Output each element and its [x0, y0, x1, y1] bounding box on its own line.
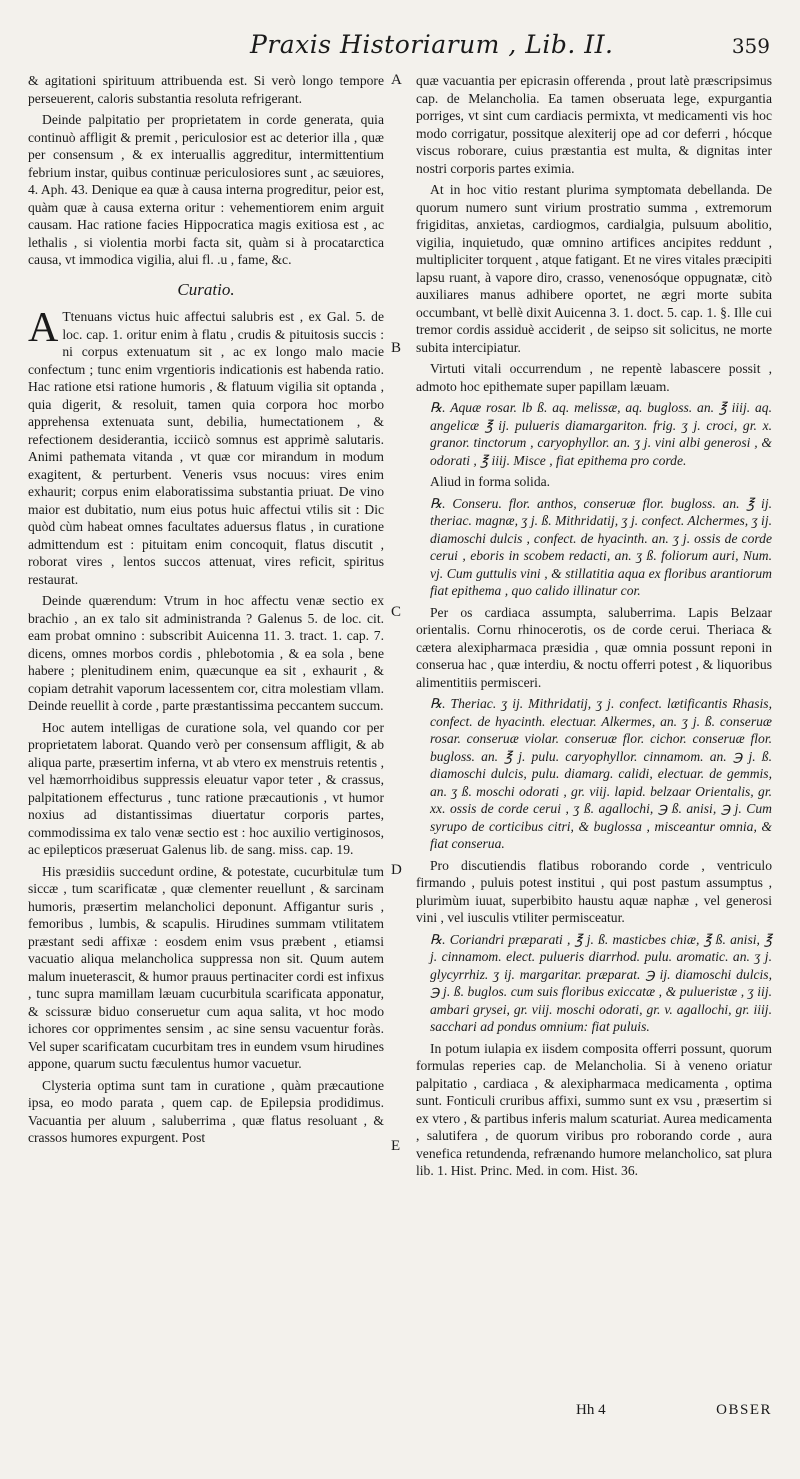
signature-mark: Hh 4: [576, 1402, 606, 1418]
paragraph: Aliud in forma solida.: [430, 474, 551, 489]
paragraph-with-dropcap: [28, 305, 384, 588]
paragraph: His præsidiis succedunt ordine, & potestate, cucurbitulæ tum siccæ , tum scarificatæ , quæ clementer reuellunt , & sarcinam humoris, præsertim melancholici deponunt. Affigantur suris , femoribus , lumbis, & scapulis. Hirudines summam vtilitatem præstant sedi affixæ : eosdem enim vsus præbent , etiamsi vacuatio aliqua melancholica suppressa non sit. Quum autem malum inueterascit, & humor prauus pertinaciter cordi est infixus , tunc supra mamillam læuam cucurbitula scarificata apponatur, & scissuræ biduo conseruetur cum aqua salita, vt hoc modo ichores cor opprimentes sensim , ac sine sensu vacuentur foràs. Vel super scarificatam cucurbitam tres in eundem vsum hirudines appone, quarum suctu fæculentus humor vacuetur.: [28, 863, 384, 1071]
drop-cap: A: [28, 305, 59, 351]
catchword: OBSER: [716, 1402, 772, 1418]
paragraph: At in hoc vitio restant plurima symptomata debellanda. De quorum numero sunt virium prostratio summa , extremorum frigiditas, anxietas, cardiogmos, cardialgia, pulsuum abolitio, vigilia, inquietudo, quæ omnino artifices ancipites reddunt , multipliciter torquent , atque fatigant. Et ne vires vitales præcipiti lapsu ruant, à vapore diro, crasso, venenosóque oppugnatæ, citò auxiliares manus adhibere oportet, ne ægri morte subita occumbant, vt bellè dixit Auicenna 3. 1. doct. 5. cap. 1. §. Ille cui tremor cordis assiduè acciderit , de seipso sit solicitus, ne morte subita intercipiatur.: [416, 182, 772, 355]
recipe: ℞. Coriandri præparati , ℥ j. ß. masticbes chiæ, ℥ ß. anisi, ℥ j. cinnamom. elect. pulueris diarrhod. pulu. aromatic. an. ʒ j. glycyrrhiz. ʒ ij. margaritar. præparat. ℈ ij. diamoschi dulcis, ℈ j. ß. buglos. cum suis floribus exiccatæ , & pulueristæ , ʒ iij. ambari grysei, gr. viij. moschi odorati, gr. v. agallochi, gr. iiij. sacchari ad pondus omnium: fiat puluis.: [430, 931, 772, 1034]
paragraph: Hoc autem intelligas de curatione sola, vel quando cor per proprietatem laborat. Quando verò per consensum affligit, & ab aliqua parte, præsertim inferna, vt ab vtero ex menstruis retentis , vel hæmorrhoidibus suppressis eleuatur vapor teter , & crassus, palpitationem effecturus , tunc ratione præcautionis , vt humor noxius ad distantissimas diuertatur corporis partes, commodissima ex talo venæ sectio est : hoc auxilio vertiginosos, ac epilepticos præseruat Galenus lib. de sang. miss. cap. 19.: [28, 719, 384, 857]
margin-letter: C: [391, 604, 402, 620]
recipe: ℞. Conseru. flor. anthos, conseruæ flor. bugloss. an. ℥ ij. theriac. magnæ, ʒ j. ß. Mithridatij, ʒ j. confect. Alchermes, ʒ ij. diamoschi dulcis , confect. de hyacinth. an. ʒ j. ossis de corde cerui , eboris in scobem redacti, an. ʒ ß. foliorum auri, Num. vj. Cum guttulis vini , & stillatitia aqua ex floribus arantiorum fiat epithema , quo calido illinatur cor.: [430, 495, 772, 598]
left-column: [28, 72, 384, 1151]
paragraph: Deinde quærendum: Vtrum in hoc affectu venæ sectio ex brachio , an ex talo sit administranda ? Galenus 5. de loc. cit. eam probat omnino : subscribit Auicenna 11. 3. tract. 1. cap. 7. dicens, omnes morbos cordis , phlebotomia , & ea sola , bene habere ; plenitudinem enim, quæcunque ea sit , exhaurit , & copiam detrahit vaporum lacessentem cor, citra molestiam vllam. Deinde reuellit à corde , parte præstantissima peccantem succum.: [28, 593, 384, 713]
page-number: 359: [731, 34, 770, 58]
margin-letters: [391, 72, 413, 1392]
margin-letter: A: [391, 72, 402, 88]
paragraph-text: Ttenuans victus huic affectui salubris est , ex Gal. 5. de loc. cap. 1. oritur enim à flatu , crudis & pituitosis succis : ni corpus extenuatum sit , ac ex longo malo macie confectum ; tunc enim vrgentioris indicationis est habenda ratio. Hac ratione etsi ratione humoris , & flatuum vigilia sit optanda , quia digerit, & resoluit, tamen quia corpora hoc morbo apprehensa extenuata sunt, debilia, humectationem , & refectionem desiderantia, icciicò somnus est apprimè salutaris. Animi pathemata vitanda , vt quæ cor mirandum in modum exagitent, & perturbent. Veneris vsus nocuus: vires enim exhaurit; corpus enim elaboratissima substantia priuat. De vino maior est dubitatio, num eius potus huic affectui vtilis sit : Dic quòd cùm habeat omnes facultates aduersus flatus , in curatione admittendum est : pituitam enim concoquit, flatus discutit , roborat vires , lentos succos attenuat, vires reficit, spiritus restaurat.: [28, 309, 384, 587]
paragraph: Pro discutiendis flatibus roborando corde , ventriculo firmando , puluis potest institui , qui post pastum assumptus , plurimùm iuuat, superbibito haustu aquæ naphæ , vel generosi vini , vel iusculis vtiliter permisceatur.: [416, 857, 772, 925]
running-head: [250, 30, 770, 70]
paragraph: quæ vacuantia per epicrasin offerenda , prout latè præscripsimus cap. de Melancholia. Ea tamen obseruata lege, expurgantia porriges, vt sint cum cardiacis permixta, vt medicamenti vis hoc modo corrigatur, possitque alexiterij ope ad cor deferri , hócque viscus roborare, cuius præstantia est multa, & dignitas inter nostri corporis partes eximia.: [416, 73, 772, 176]
recipe: ℞. Aquæ rosar. lb ß. aq. melissæ, aq. bugloss. an. ℥ iiij. aq. angelicæ ℥ ij. pulueris diamargariton. frig. ʒ j. croci, gr. x. granor. tinctorum , caryophyllor. an. ʒ j. vini albi generosi , & odorati , ℥ iiij. Misce , fiat epithema pro corde.: [430, 400, 772, 468]
margin-letter: D: [391, 862, 402, 878]
paragraph: & agitationi spirituum attribuenda est. Si verò longo tempore perseuerent, caloris substantia resoluta refrigerant.: [28, 73, 384, 106]
margin-letter: B: [391, 340, 402, 356]
margin-letter: E: [391, 1138, 401, 1154]
running-title: Praxis Historiarum , Lib. II.: [250, 30, 614, 59]
paragraph: Per os cardiaca assumpta, saluberrima. Lapis Belzaar orientalis. Cornu rhinocerotis, os de corde cerui. Theriaca & cætera alexipharmaca præsidia , quæ omnia possunt reponi in conserua hac , quæ interdiu, & noctu offerri potest , & liquoribus alimentitiis permisceri.: [416, 604, 772, 690]
paragraph: Virtuti vitali occurrendum , ne repentè labascere possit , admoto hoc epithemate super papillam læuam.: [416, 361, 772, 394]
recipe: ℞. Theriac. ʒ ij. Mithridatij, ʒ j. confect. lætificantis Rhasis, confect. de hyacinth. electuar. Alkermes, an. ʒ j. ß. conseruæ rosar. conseruæ violar. conseruæ flor. cichor. conseruæ flor. bugloss. an. ℥ j. pulu. caryophyllor. cinnamom. an. ℈ j. ß. diamoschi dulcis, pulu. diamarg. calidi, electuar. de gemmis, an. ʒ ß. moschi odorati , gr. viij. lapid. belzaar Orientalis, gr. xx. ossis de corde cerui , ʒ ß. agallochi, ℈ ß. anisi, ℈ j. Cum syrupo de corticibus citri, & buglossa , misceantur omnia, & fiat conserua.: [430, 696, 772, 851]
paragraph: Clysteria optima sunt tam in curatione , quàm præcautione ipsa, eo modo parata , quem cap. de Epilepsia prodidimus. Vacuantia per aluum , saluberrima , quæ flatus resoluant , & crassos humores expurgent. Post: [28, 1077, 384, 1145]
paragraph: In potum iulapia ex iisdem composita offerri possunt, quorum formulas reperies cap. de Melancholia. Si à veneno oriatur palpitatio , cardiaca , & alexipharmaca medicamenta , optima sunt. Fonticuli cruribus affixi, summo sunt ex vsu , præsertim si ex vtero , & partibus inferis malum scaturiat. Aurea medicamenta , salutifera , de quorum viribus pro roborando corde , aura venefica retundenda, refrænando humore melancholico, sat plura lib. 1. Hist. Princ. Med. in com. Hist. 36.: [416, 1040, 772, 1178]
paragraph: Deinde palpitatio per proprietatem in corde generata, quia continuò affligit & premit , periculosior est ac deterior illa , quæ per consensum , & ex interuallis aggreditur, intermittentium febrium instar, quibus continuæ periculosiores sunt , ac sæuiores, 4. Aph. 43. Denique ea quæ à causa interna progreditur, peior est, quàm quæ à causa externa oritur : vehementiorem enim arguit causam. Hac ratione facies Hippocratica magis exitiosa est , ac lethalis , si violentia morbi facta sit, quàm si à procatarctica causa, vt immodica vigilia, alui fl. .u , fame, &c.: [28, 112, 384, 267]
right-column: [416, 72, 772, 1184]
section-heading: Curatio.: [177, 279, 235, 299]
